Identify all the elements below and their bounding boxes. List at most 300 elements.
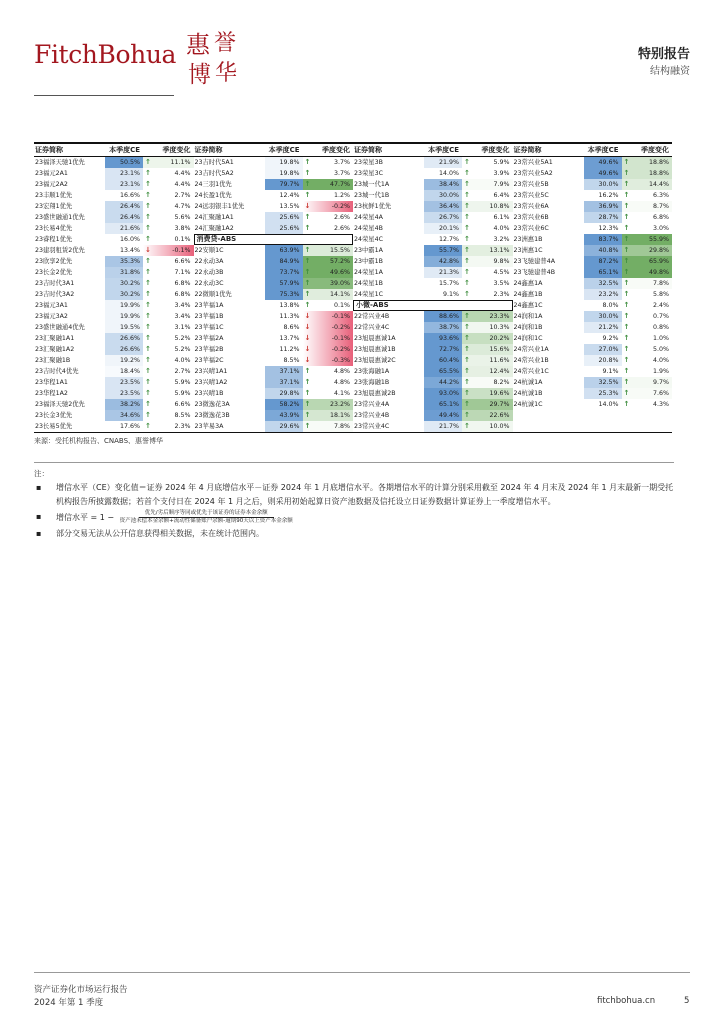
table-row — [353, 157, 513, 168]
arrow-up-icon: ↑ — [304, 169, 311, 177]
ce-change-value: 5.9% — [493, 159, 510, 166]
ce-value: 29.8% — [265, 388, 303, 399]
ce-change-value: 13.1% — [489, 247, 510, 254]
arrow-up-icon: ↑ — [304, 301, 311, 309]
arrow-up-icon: ↑ — [145, 202, 151, 210]
header-cell: 证券简称 — [35, 146, 63, 154]
ce-change-value: 29.7% — [489, 401, 510, 408]
table-row — [513, 179, 673, 190]
ce-change-value: 2.4% — [653, 302, 669, 309]
table-row — [194, 344, 354, 355]
arrow-up-icon: ↑ — [623, 312, 630, 320]
ce-change-cell — [622, 168, 673, 179]
arrow-up-icon: ↑ — [145, 213, 151, 221]
column-header — [353, 144, 513, 157]
table-columns — [34, 144, 672, 432]
ce-change-cell — [143, 179, 194, 190]
ce-change-cell — [462, 256, 513, 267]
note-formula — [56, 510, 674, 525]
ce-value: 57.9% — [265, 278, 303, 289]
ce-change-cell — [143, 157, 194, 168]
ce-change-cell — [143, 267, 194, 278]
security-name: 23福泽天驰2优先 — [35, 401, 85, 408]
security-name: 23汇聚融1A1 — [35, 335, 75, 342]
ce-change-cell — [303, 333, 354, 344]
ce-change-value: 4.8% — [334, 379, 350, 386]
ce-change-value: 0.1% — [174, 236, 191, 243]
ce-change-cell — [622, 234, 673, 245]
security-name: 23常兴业5C — [513, 192, 549, 199]
security-name: 24荣星1A — [354, 269, 383, 276]
ce-value: 12.4% — [265, 190, 303, 201]
security-name: 23福泽天驰1优先 — [35, 159, 85, 166]
ce-change-value: 3.9% — [493, 170, 510, 177]
table-row — [513, 234, 673, 245]
security-name: 23张海融1A — [354, 368, 390, 375]
arrow-up-icon: ↑ — [145, 345, 151, 353]
table-row — [353, 201, 513, 212]
table-row — [513, 311, 673, 322]
security-name: 23盛世融通1优先 — [35, 214, 85, 221]
arrow-up-icon: ↑ — [145, 290, 151, 298]
ce-change-value: 1.2% — [334, 192, 350, 199]
ce-change-value: -0.1% — [331, 335, 350, 342]
security-name: 24杭诚1C — [513, 401, 543, 408]
report-type-title: 特别报告 — [637, 47, 690, 62]
security-name: 24汇聚融1A1 — [194, 214, 234, 221]
arrow-up-icon: ↑ — [304, 158, 311, 166]
table-row — [34, 267, 194, 278]
ce-change-value: 4.4% — [174, 181, 191, 188]
table-row — [194, 201, 354, 212]
ce-value: 36.9% — [584, 201, 622, 212]
ce-change-cell — [143, 410, 194, 421]
ce-change-value: 4.0% — [493, 225, 510, 232]
formula-prefix: 增信水平 = 1 − — [56, 513, 115, 522]
arrow-up-icon: ↑ — [304, 246, 311, 254]
security-name: 23福元2A1 — [35, 170, 68, 177]
table-row — [194, 366, 354, 377]
security-name: 23苹福1C — [194, 324, 224, 331]
table-row — [194, 168, 354, 179]
ce-change-value: 3.7% — [334, 170, 350, 177]
arrow-up-icon: ↑ — [623, 301, 630, 309]
ce-change-cell — [622, 278, 673, 289]
footer-report-name: 资产证券化市场运行报告 — [34, 985, 128, 995]
ce-change-value: 4.4% — [174, 170, 191, 177]
ce-change-cell — [622, 212, 673, 223]
arrow-up-icon: ↑ — [623, 323, 630, 331]
note-item — [34, 510, 674, 525]
ce-value: 26.7% — [424, 212, 462, 223]
table-row — [34, 333, 194, 344]
security-name: 23福元3A2 — [35, 313, 68, 320]
security-name: 24三羽1优先 — [194, 181, 232, 188]
ce-change-value: 1.9% — [653, 368, 669, 375]
ce-value: 23.2% — [584, 289, 622, 300]
ce-value: 9.1% — [584, 366, 622, 377]
ce-value: 8.5% — [265, 355, 303, 366]
ce-value: 73.7% — [265, 267, 303, 278]
note-item — [34, 527, 674, 541]
security-name: 24常兴业1C — [513, 368, 549, 375]
arrow-up-icon: ↑ — [623, 345, 630, 353]
header-cell: 本季度CE — [268, 146, 300, 154]
ce-change-value: 3.0% — [653, 225, 669, 232]
ce-change-value: 0.7% — [653, 313, 669, 320]
table-column — [194, 144, 354, 432]
notes-section — [34, 462, 674, 541]
arrow-up-icon: ↑ — [464, 334, 470, 342]
table-column — [353, 144, 513, 432]
ce-value: 21.2% — [584, 322, 622, 333]
arrow-up-icon: ↑ — [304, 224, 311, 232]
arrow-up-icon: ↑ — [623, 224, 630, 232]
table-row — [513, 333, 673, 344]
arrow-up-icon: ↑ — [464, 191, 470, 199]
ce-value: 13.7% — [265, 333, 303, 344]
ce-value: 9.2% — [584, 333, 622, 344]
table-row — [34, 410, 194, 421]
security-name: 23长金3优先 — [35, 412, 73, 419]
arrow-up-icon: ↑ — [145, 257, 151, 265]
ce-change-value: 4.3% — [653, 401, 669, 408]
ce-change-cell — [622, 179, 673, 190]
ce-change-value: 12.4% — [489, 368, 510, 375]
arrow-up-icon: ↑ — [145, 422, 151, 430]
arrow-up-icon: ↑ — [464, 400, 470, 408]
table-row — [194, 421, 354, 432]
security-name: 24荣星4C — [354, 236, 384, 243]
ce-change-cell — [143, 234, 194, 245]
ce-change-cell — [462, 344, 513, 355]
security-name: 24荣星1C — [354, 291, 384, 298]
table-row — [513, 201, 673, 212]
ce-change-value: 8.5% — [174, 412, 191, 419]
ce-change-cell — [143, 201, 194, 212]
table-row — [34, 157, 194, 168]
table-row — [194, 289, 354, 300]
ce-value: 21.3% — [424, 267, 462, 278]
ce-change-cell — [143, 289, 194, 300]
ce-change-value: 15.5% — [329, 247, 350, 254]
table-row — [34, 388, 194, 399]
arrow-up-icon: ↑ — [464, 235, 470, 243]
table-row — [34, 179, 194, 190]
ce-value: 30.2% — [105, 289, 143, 300]
arrow-up-icon: ↑ — [464, 345, 470, 353]
ce-change-cell — [462, 190, 513, 201]
ce-change-value: 15.6% — [489, 346, 510, 353]
ce-change-cell — [143, 399, 194, 410]
header-cell: 本季度CE — [109, 146, 140, 154]
ce-value: 12.7% — [424, 234, 462, 245]
ce-value: 8.0% — [584, 300, 622, 311]
arrow-up-icon: ↑ — [623, 169, 630, 177]
security-name: 22永动3C — [194, 280, 224, 287]
table-row — [353, 410, 513, 421]
table-row — [513, 399, 673, 410]
ce-change-cell — [462, 333, 513, 344]
security-name: 23张海融1B — [354, 379, 390, 386]
ce-change-cell — [143, 168, 194, 179]
arrow-up-icon: ↑ — [145, 158, 151, 166]
arrow-up-icon: ↑ — [464, 323, 470, 331]
ce-change-cell — [303, 322, 354, 333]
table-row — [513, 267, 673, 278]
table-row — [34, 355, 194, 366]
ce-change-value: 7.8% — [334, 423, 350, 430]
security-name: 24荣星4B — [354, 225, 383, 232]
ce-change-cell — [143, 344, 194, 355]
arrow-up-icon: ↑ — [623, 246, 630, 254]
ce-value: 8.6% — [265, 322, 303, 333]
svg-text:惠: 惠 — [186, 31, 210, 59]
arrow-up-icon: ↑ — [304, 191, 311, 199]
arrow-up-icon: ↑ — [623, 191, 630, 199]
ce-change-cell — [462, 355, 513, 366]
table-row — [353, 212, 513, 223]
ce-value: 19.9% — [105, 311, 143, 322]
ce-change-value: 5.2% — [174, 346, 191, 353]
ce-change-value: 49.8% — [648, 269, 669, 276]
arrow-up-icon: ↑ — [623, 378, 630, 386]
arrow-up-icon: ↑ — [464, 279, 470, 287]
ce-change-cell — [303, 388, 354, 399]
ce-change-cell — [622, 355, 673, 366]
arrow-up-icon: ↑ — [623, 290, 630, 298]
security-name: 23旭晨惠诚1A — [354, 335, 396, 342]
ce-change-cell — [143, 278, 194, 289]
security-name: 23汇聚融1B — [35, 357, 71, 364]
arrow-up-icon: ↑ — [145, 169, 151, 177]
table-row — [513, 322, 673, 333]
security-name: 23福元3A1 — [35, 302, 68, 309]
ce-change-value: 3.2% — [493, 236, 510, 243]
ce-value: 28.7% — [584, 212, 622, 223]
security-name: 23苹福1B — [194, 313, 224, 320]
ce-change-value: 4.0% — [174, 357, 191, 364]
ce-change-value: 10.0% — [489, 423, 510, 430]
security-name: 22常兴业4B — [354, 313, 390, 320]
security-name: 23微逸花3B — [194, 412, 230, 419]
table-row — [353, 366, 513, 377]
ce-change-value: 20.2% — [489, 335, 510, 342]
ce-change-cell — [143, 322, 194, 333]
ce-value: 26.4% — [105, 212, 143, 223]
arrow-up-icon: ↑ — [623, 213, 630, 221]
table-row — [194, 278, 354, 289]
ce-value: 87.2% — [584, 256, 622, 267]
security-name: 23常兴业5A1 — [513, 159, 553, 166]
ce-change-value: 22.6% — [489, 412, 510, 419]
ce-value: 55.7% — [424, 245, 462, 256]
table-row — [34, 278, 194, 289]
ce-change-value: 18.1% — [329, 412, 350, 419]
arrow-up-icon: ↑ — [623, 334, 630, 342]
arrow-up-icon: ↑ — [464, 224, 470, 232]
ce-change-value: 19.6% — [489, 390, 510, 397]
ce-change-cell — [303, 278, 354, 289]
ce-value: 35.3% — [105, 256, 143, 267]
ce-change-value: 4.1% — [334, 390, 350, 397]
table-row — [513, 223, 673, 234]
ce-change-cell — [303, 366, 354, 377]
security-name: 24荣星1B — [354, 280, 383, 287]
ce-change-cell — [622, 388, 673, 399]
ce-value: 40.8% — [584, 245, 622, 256]
ce-value: 34.6% — [105, 410, 143, 421]
table-row — [34, 322, 194, 333]
security-name: 23吉时代5A2 — [194, 170, 234, 177]
security-name: 22永动3B — [194, 269, 224, 276]
table-row — [194, 322, 354, 333]
ce-value: 9.1% — [424, 289, 462, 300]
ce-change-cell — [462, 289, 513, 300]
security-name: 23宏翔1优先 — [35, 203, 73, 210]
ce-change-cell — [143, 333, 194, 344]
arrow-up-icon: ↑ — [623, 257, 630, 265]
arrow-up-icon: ↑ — [464, 378, 470, 386]
ce-change-value: 6.3% — [653, 192, 669, 199]
security-name: 23汇聚融1A2 — [35, 346, 75, 353]
table-row — [353, 344, 513, 355]
arrow-up-icon: ↑ — [145, 191, 151, 199]
security-name: 23吉时代3A1 — [35, 280, 75, 287]
table-row — [353, 234, 513, 245]
ce-value: 93.0% — [424, 388, 462, 399]
ce-value: 17.6% — [105, 421, 143, 432]
header-cell: 季度变化 — [162, 146, 191, 154]
security-name: 24常兴业1B — [513, 357, 549, 364]
footer-rule — [34, 972, 690, 973]
ce-change-value: 65.9% — [648, 258, 669, 265]
ce-change-cell — [303, 201, 354, 212]
ce-change-cell — [622, 399, 673, 410]
ce-change-cell — [462, 410, 513, 421]
security-name: 23华程1A1 — [35, 379, 68, 386]
table-row — [513, 388, 673, 399]
ce-value: 14.0% — [584, 399, 622, 410]
table-row — [194, 190, 354, 201]
arrow-up-icon: ↑ — [623, 158, 630, 166]
ce-change-value: 3.5% — [493, 280, 510, 287]
table-row — [194, 388, 354, 399]
ce-change-value: -0.1% — [331, 313, 350, 320]
column-header — [513, 144, 673, 157]
table-row — [34, 168, 194, 179]
ce-change-cell — [462, 168, 513, 179]
table-row — [513, 377, 673, 388]
security-name: 22永动3A — [194, 258, 224, 265]
arrow-up-icon: ↑ — [623, 235, 630, 243]
arrow-up-icon: ↑ — [304, 180, 311, 188]
header-cell: 季度变化 — [641, 146, 669, 154]
ce-change-cell — [303, 410, 354, 421]
arrow-up-icon: ↑ — [623, 202, 630, 210]
security-name: 24常兴业1A — [513, 346, 549, 353]
ce-value: 19.9% — [105, 300, 143, 311]
ce-value: 19.2% — [105, 355, 143, 366]
ce-change-value: 14.4% — [648, 181, 669, 188]
ce-change-value: 23.2% — [329, 401, 350, 408]
security-name: 23旭晨惠诚1B — [354, 346, 396, 353]
ce-change-value: 7.1% — [174, 269, 191, 276]
ce-value: 26.6% — [105, 333, 143, 344]
table-row — [34, 212, 194, 223]
arrow-up-icon: ↑ — [145, 389, 151, 397]
ce-value: 84.9% — [265, 256, 303, 267]
ce-change-cell — [303, 377, 354, 388]
arrow-up-icon: ↑ — [464, 158, 470, 166]
ce-change-value: 2.3% — [174, 423, 191, 430]
security-name: 23常兴业4C — [354, 423, 390, 430]
arrow-up-icon: ↑ — [464, 257, 470, 265]
ce-change-value: 6.4% — [493, 192, 510, 199]
security-name: 23常兴业6B — [513, 214, 549, 221]
ce-change-cell — [622, 377, 673, 388]
arrow-up-icon: ↑ — [304, 290, 311, 298]
security-name: 23苹福2C — [194, 357, 224, 364]
arrow-down-icon: ↓ — [304, 312, 311, 320]
security-name: 24鑫惠1C — [513, 302, 543, 309]
arrow-down-icon: ↓ — [145, 246, 151, 254]
ce-value: 83.7% — [584, 234, 622, 245]
arrow-up-icon: ↑ — [464, 268, 470, 276]
ce-change-value: 3.4% — [174, 313, 191, 320]
ce-change-cell — [462, 322, 513, 333]
ce-change-value: 29.8% — [648, 247, 669, 254]
ce-value: 25.6% — [265, 212, 303, 223]
security-name: 23建羽租赁2优先 — [35, 247, 85, 254]
ce-change-value: 5.6% — [174, 214, 191, 221]
ce-value: 42.8% — [424, 256, 462, 267]
ce-change-cell — [303, 399, 354, 410]
ce-value: 88.6% — [424, 311, 462, 322]
ce-change-value: 5.9% — [174, 379, 191, 386]
ce-change-cell — [462, 179, 513, 190]
ce-change-value: 14.1% — [329, 291, 350, 298]
security-name: 23城一代1B — [354, 192, 390, 199]
ce-value: 19.8% — [265, 157, 303, 168]
ce-change-value: 6.8% — [174, 280, 191, 287]
security-name: 24润和1B — [513, 324, 543, 331]
ce-change-value: 7.9% — [493, 181, 510, 188]
ce-change-value: -0.2% — [331, 203, 350, 210]
ce-value: 32.5% — [584, 377, 622, 388]
table-row — [34, 289, 194, 300]
header-cell: 季度变化 — [322, 146, 350, 154]
ce-value: 79.7% — [265, 179, 303, 190]
table-row — [353, 421, 513, 432]
section-label: 小微-ABS — [353, 300, 513, 311]
ce-value: 13.5% — [265, 201, 303, 212]
table-row — [194, 377, 354, 388]
ce-change-value: 0.8% — [653, 324, 669, 331]
ce-value: 23.1% — [105, 168, 143, 179]
ce-value: 23.5% — [105, 388, 143, 399]
ce-value: 44.2% — [424, 377, 462, 388]
arrow-up-icon: ↑ — [304, 378, 311, 386]
ce-change-cell — [303, 355, 354, 366]
security-name: 23常兴业4B — [354, 412, 390, 419]
security-name: 24鑫惠1A — [513, 280, 543, 287]
table-row — [34, 201, 194, 212]
ce-change-cell — [462, 388, 513, 399]
ce-value: 30.0% — [424, 190, 462, 201]
table-row — [34, 366, 194, 377]
ce-change-cell — [462, 212, 513, 223]
